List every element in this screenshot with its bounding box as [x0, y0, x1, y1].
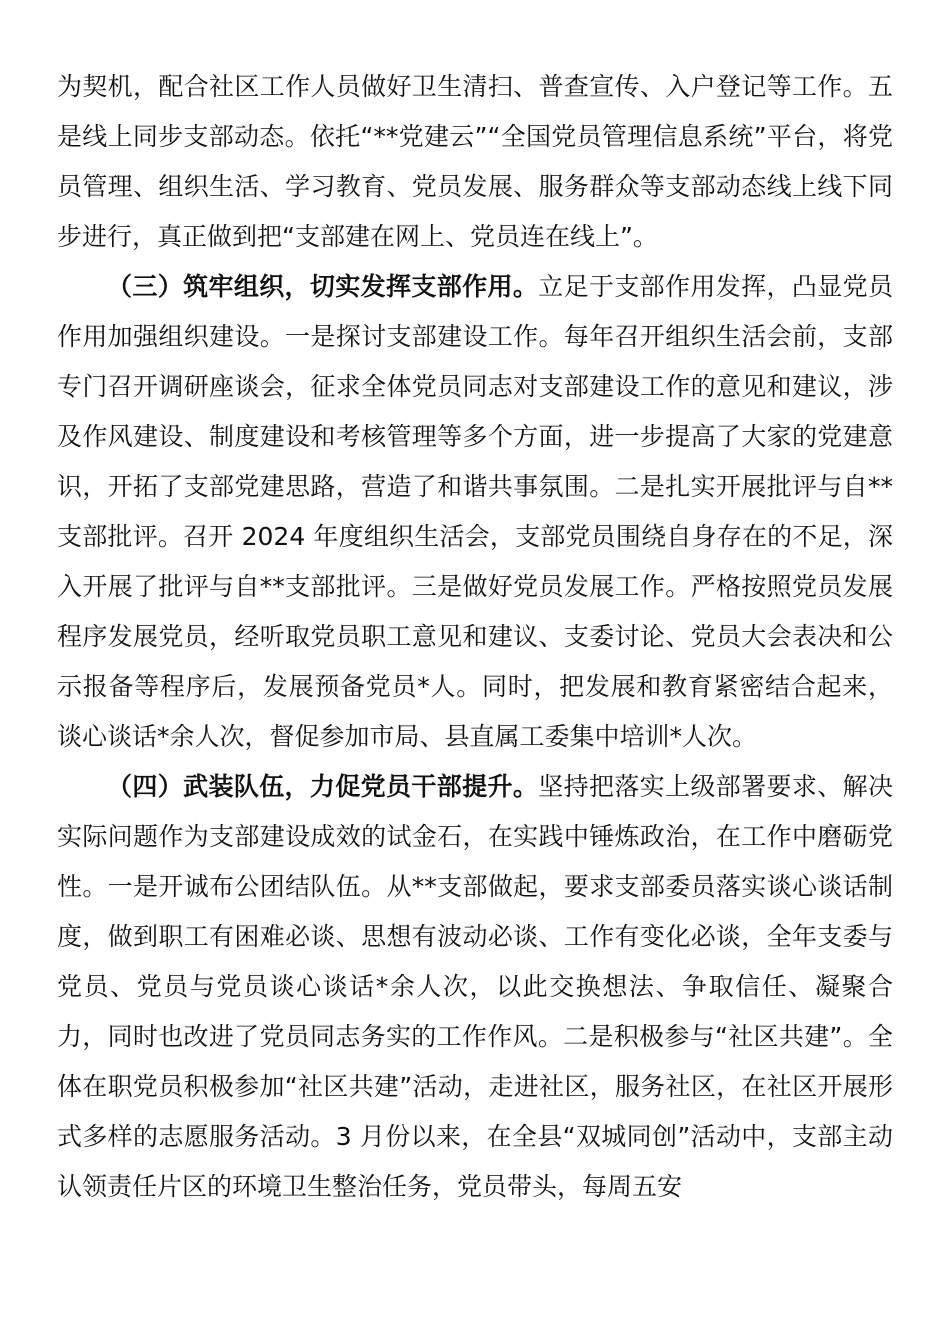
section-heading: （四）武装队伍，力促党员干部提升。: [107, 772, 539, 801]
paragraph-section-four: [57, 762, 893, 1212]
paragraph-body: 为契机，配合社区工作人员做好卫生清扫、普查宣传、入户登记等工作。五是线上同步支部动态。依托“**党建云”“全国党员管理信息系统”平台，将党员管理、组织生活、学习教育、党员发展、服务群众等支部动态线上线下同步进行，真正做到把“支部建在网上、党员连在线上”。: [57, 72, 893, 251]
paragraph-body: 立足于支部作用发挥，凸显党员作用加强组织建设。一是探讨支部建设工作。每年召开组织生活会前，支部专门召开调研座谈会，征求全体党员同志对支部建设工作的意见和建议，涉及作风建设、制度建设和考核管理等多个方面，进一步提高了大家的党建意识，开拓了支部党建思路，营造了和谐共事氛围。二是扎实开展批评与自**支部批评。召开 2024 年度组织生活会，支部党员围绕自身存在的不足，深入开展了批评与自**支部批评。三是做好党员发展工作。严格按照党员发展程序发展党员，经听取党员职工意见和建议、支委讨论、党员大会表决和公示报备等程序后，发展预备党员*人。同时，把发展和教育紧密结合起来，谈心谈话*余人次，督促参加市局、县直属工委集中培训*人次。: [57, 272, 893, 751]
section-heading: （三）筑牢组织，切实发挥支部作用。: [107, 272, 539, 301]
paragraph-continuation: [57, 62, 893, 262]
document-page: [57, 62, 893, 1212]
paragraph-section-three: [57, 262, 893, 762]
paragraph-body: 坚持把落实上级部署要求、解决实际问题作为支部建设成效的试金石，在实践中锤炼政治，在工作中磨砺党性。一是开诚布公团结队伍。从**支部做起，要求支部委员落实谈心谈话制度，做到职工有困难必谈、思想有波动必谈、工作有变化必谈，全年支委与党员、党员与党员谈心谈话*余人次，以此交换想法、争取信任、凝聚合力，同时也改进了党员同志务实的工作作风。二是积极参与“社区共建”。全体在职党员积极参加“社区共建”活动，走进社区，服务社区，在社区开展形式多样的志愿服务活动。3 月份以来，在全县“双城同创”活动中，支部主动认领责任片区的环境卫生整治任务，党员带头，每周五安: [57, 772, 893, 1201]
